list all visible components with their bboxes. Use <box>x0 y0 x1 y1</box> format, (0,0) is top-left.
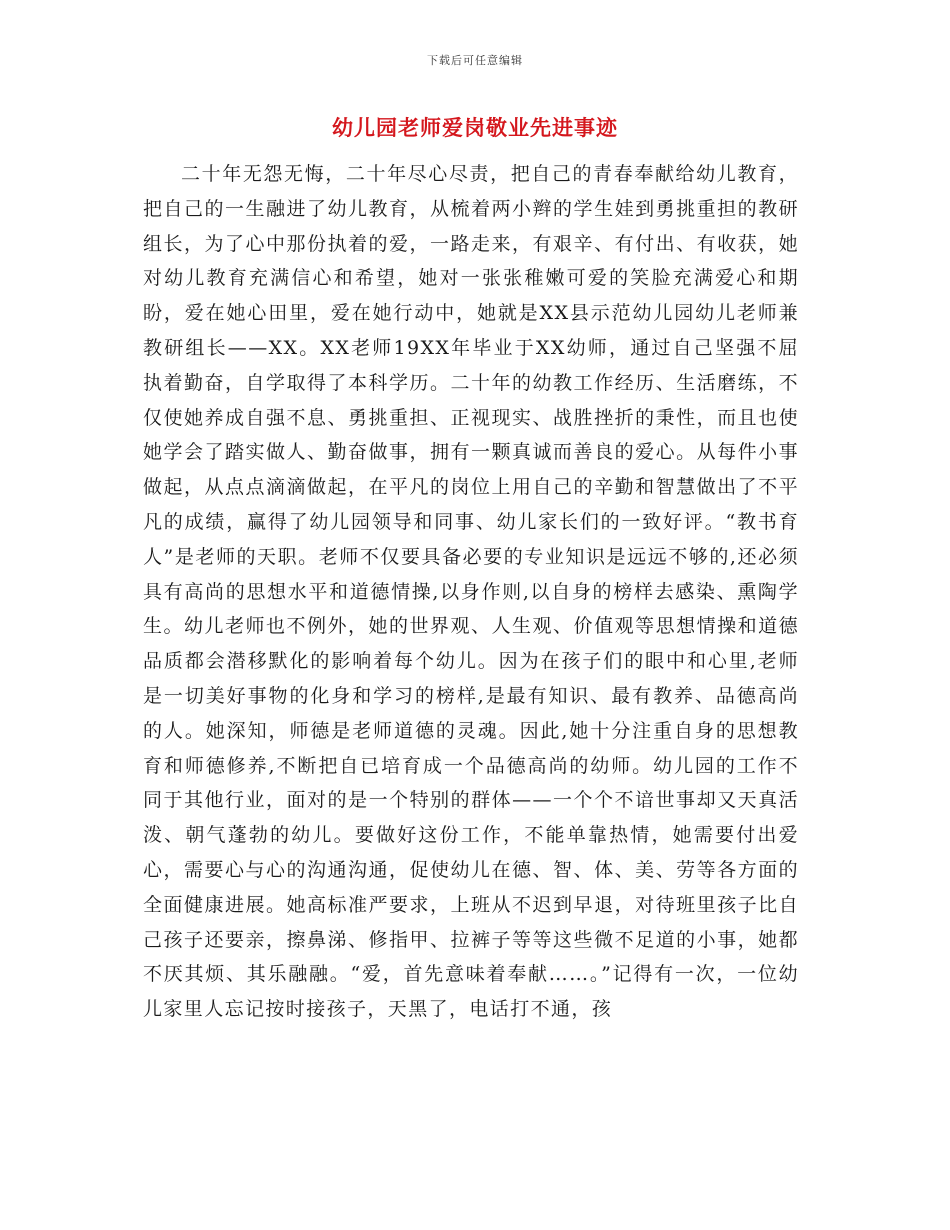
document-title: 幼儿园老师爱岗敬业先进事迹 <box>332 115 618 140</box>
body-paragraph: 二十年无怨无悔，二十年尽心尽责，把自己的青春奉献给幼儿教育，把自己的一生融进了幼儿教育，从梳着两小辫的学生娃到勇挑重担的教研组长，为了心中那份执着的爱，一路走来，有艰辛、有付出、有收获，她对幼儿教育充满信心和希望，她对一张张稚嫩可爱的笑脸充满爱心和期盼，爱在她心田里，爱在她行动中，她就是XX县示范幼儿园幼儿老师兼教研组长——XX。XX老师19XX年毕业于XX幼师，通过自己坚强不屈执着勤奋，自学取得了本科学历。二十年的幼教工作经历、生活磨练，不仅使她养成自强不息、勇挑重担、正视现实、战胜挫折的秉性，而且也使她学会了踏实做人、勤奋做事，拥有一颗真诚而善良的爱心。从每件小事做起，从点点滴滴做起，在平凡的岗位上用自己的辛勤和智慧做出了不平凡的成绩，赢得了幼儿园领导和同事、幼儿家长们的一致好评。“教书育人”是老师的天职。老师不仅要具备必要的专业知识是远远不够的,还必须具有高尚的思想水平和道德情操,以身作则,以自身的榜样去感染、熏陶学生。幼儿老师也不例外，她的世界观、人生观、价值观等思想情操和道德品质都会潜移默化的影响着每个幼儿。因为在孩子们的眼中和心里,老师是一切美好事物的化身和学习的榜样,是最有知识、最有教养、品德高尚的人。她深知，师德是老师道德的灵魂。因此,她十分注重自身的思想教育和师德修养,不断把自已培育成一个品德高尚的幼师。幼儿园的工作不同于其他行业，面对的是一个特别的群体——一个个不谙世事却又天真活泼、朝气蓬勃的幼儿。要做好这份工作，不能单靠热情，她需要付出爱心，需要心与心的沟通沟通，促使幼儿在德、智、体、美、劳等各方面的全面健康进展。她高标准严要求，上班从不迟到早退，对待班里孩子比自己孩子还要亲，擦鼻涕、修指甲、拉裤子等等这些微不足道的小事，她都不厌其烦、其乐融融。“爱，首先意味着奉献……。”记得有一次，一位幼儿家里人忘记按时接孩子，天黑了，电话打不通，孩 <box>143 163 799 1021</box>
page-header: 下载后可任意编辑 <box>427 54 523 67</box>
